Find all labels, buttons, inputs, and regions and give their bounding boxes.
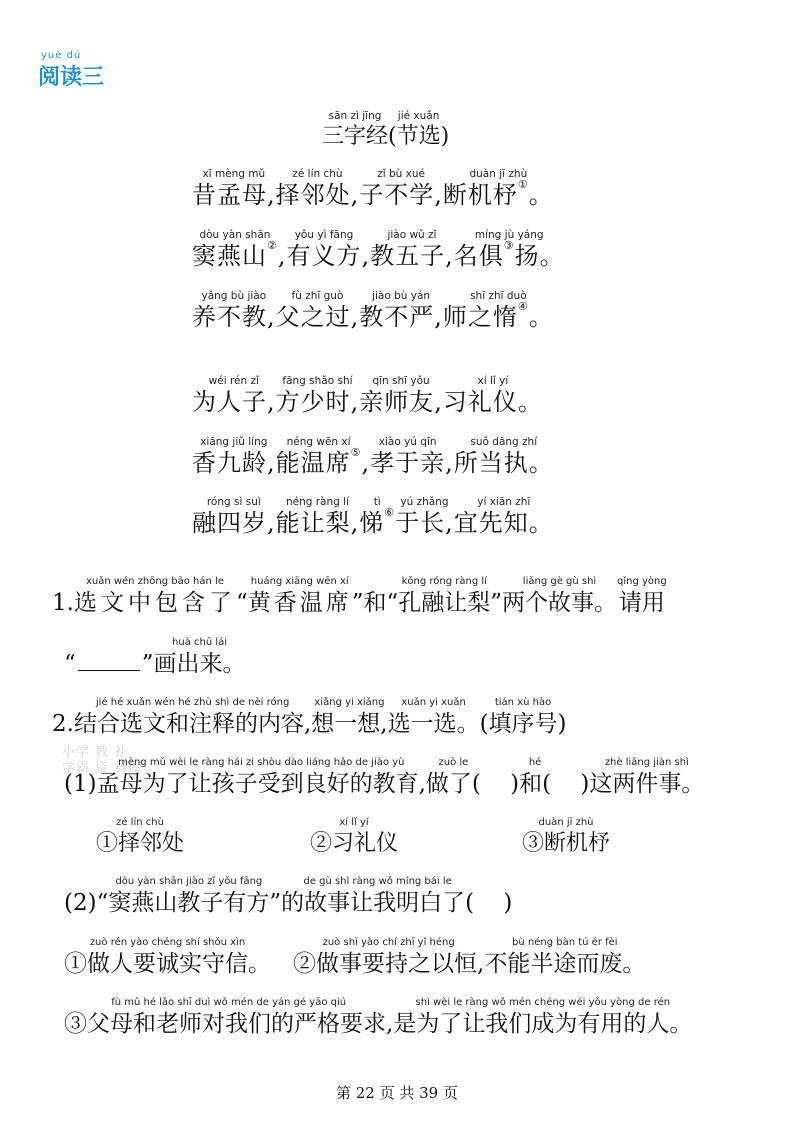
footnote-mark: ② xyxy=(267,239,278,252)
option-1 xyxy=(96,817,184,859)
pinyin: zé lín chù xyxy=(116,817,164,828)
ruby-segment xyxy=(388,697,480,739)
ruby-segment xyxy=(443,168,554,210)
hanzi-text: 请用 xyxy=(618,590,665,616)
poem-line xyxy=(192,375,543,417)
pinyin: sān zì jīng xyxy=(328,110,382,122)
hanzi-text: 教不严, xyxy=(359,303,443,331)
pinyin: mèng mǔ wèi le ràng hái zi shòu dào liáng hǎo de jiào yù xyxy=(118,757,405,768)
pinyin: duàn jī zhù xyxy=(469,168,528,180)
pinyin: zuò shì yào chí zhī yǐ héng xyxy=(322,937,455,948)
pinyin: róng sì suì xyxy=(206,496,261,508)
hanzi-text: 不能半途而废。 xyxy=(484,951,646,977)
pinyin: jié xuǎn xyxy=(397,110,440,122)
text: 窦燕山 xyxy=(192,242,267,270)
hanzi-text: ①择邻处 xyxy=(96,831,185,856)
pinyin: fù mǔ hé lǎo shī duì wǒ mén de yán gé yāo qiú xyxy=(111,997,347,1008)
pinyin: yǒu yì fāng xyxy=(294,229,354,241)
hanzi-text: 融四岁, xyxy=(192,509,276,537)
pinyin: wéi rén zǐ xyxy=(208,375,259,387)
ruby-segment xyxy=(192,436,276,478)
hanzi-text xyxy=(64,649,154,679)
ruby-segment xyxy=(97,757,426,799)
ruby-segment xyxy=(293,937,484,979)
question-1-line-2 xyxy=(64,637,246,679)
hanzi-text xyxy=(276,448,362,478)
hanzi-text xyxy=(192,241,278,271)
answer-paren[interactable] xyxy=(474,876,512,918)
ruby-segment xyxy=(74,697,311,739)
ruby-segment xyxy=(617,576,667,618)
pinyin: yí xiān zhī xyxy=(477,496,531,508)
hanzi-text: 择邻处, xyxy=(275,181,360,209)
footnote-mark: ④ xyxy=(517,300,529,313)
ruby-segment xyxy=(276,290,360,332)
page-number: 第 22 页 共 39 页 xyxy=(335,1084,458,1102)
question-2-2 xyxy=(64,876,512,918)
pinyin: xí lǐ yí xyxy=(477,375,509,387)
ruby-segment xyxy=(443,290,554,332)
hanzi-text: 选文中包含了 xyxy=(73,590,236,616)
hanzi-text: (填序号) xyxy=(479,711,567,737)
hanzi-text xyxy=(454,241,565,271)
hanzi-text: 黄香温席 xyxy=(247,590,352,616)
ruby-segment xyxy=(454,496,554,538)
ruby-segment xyxy=(426,757,481,799)
text: 悌 xyxy=(359,509,385,537)
hanzi-text: 1. xyxy=(52,590,74,616)
hanzi-text: (节选) xyxy=(388,124,450,149)
hanzi-text: 于长, xyxy=(395,509,454,537)
hanzi-text: ③断机杼 xyxy=(522,831,611,856)
ruby-segment xyxy=(502,576,617,618)
pinyin: duàn jī zhù xyxy=(538,817,594,828)
text: “ xyxy=(64,651,76,677)
hanzi-text: (2) xyxy=(64,890,97,916)
hanzi-text xyxy=(359,508,395,538)
hanzi-text: 教五子, xyxy=(370,242,454,270)
ruby-segment xyxy=(484,937,645,979)
hanzi-text: 是为了让我们成为有用的人。 xyxy=(393,1011,693,1037)
ruby-segment xyxy=(192,290,276,332)
hanzi-text: 和( xyxy=(519,771,552,797)
hanzi-text: 亲师友, xyxy=(359,388,443,416)
ruby-segment xyxy=(154,637,246,679)
hanzi-text: 做了( xyxy=(425,771,481,797)
ruby-segment xyxy=(310,817,398,859)
ruby-segment xyxy=(395,496,454,538)
ruby-segment xyxy=(192,229,278,271)
ruby-segment xyxy=(192,375,276,417)
hanzi-text: 父之过, xyxy=(275,303,360,331)
hanzi-text: 养不教, xyxy=(192,303,276,331)
hanzi-text: 香九龄, xyxy=(192,449,276,477)
ruby-segment xyxy=(454,229,565,271)
ruby-segment xyxy=(64,637,154,679)
pinyin: shī zhī duò xyxy=(470,290,527,302)
question-2-1 xyxy=(64,757,704,799)
answer-paren[interactable] xyxy=(481,757,519,799)
ruby-segment xyxy=(74,576,236,618)
pinyin: zǐ bù xué xyxy=(377,168,425,180)
hanzi-text: ,有义方, xyxy=(277,242,371,270)
ruby-segment xyxy=(370,229,454,271)
pinyin: yú zhǎng xyxy=(400,496,449,508)
footnote-mark: ① xyxy=(517,178,529,191)
ruby-segment xyxy=(490,576,502,618)
pinyin: suǒ dāng zhí xyxy=(470,436,538,448)
ruby-segment xyxy=(192,496,276,538)
pinyin: fāng shǎo shí xyxy=(282,375,353,387)
pinyin: huáng xiāng wēn xí xyxy=(250,576,349,587)
pinyin: xí lǐ yí xyxy=(339,817,369,828)
hanzi-text xyxy=(443,302,554,332)
hanzi-text: ③父母和老师对我们的严格要求, xyxy=(64,1011,394,1037)
text: 能温席 xyxy=(275,449,351,477)
pinyin: zuò rén yào chéng shí shǒu xìn xyxy=(89,937,246,948)
pinyin: xuǎn yi xuǎn xyxy=(401,697,466,708)
pinyin: dòu yàn shān xyxy=(199,229,271,241)
hanzi-text: “窦燕山教子有方” xyxy=(96,890,282,916)
ruby-segment xyxy=(52,576,74,618)
ruby-segment xyxy=(454,436,554,478)
pinyin: dòu yàn shān jiào zǐ yǒu fāng xyxy=(115,876,263,887)
answer-blank[interactable] xyxy=(78,656,140,671)
answer-paren[interactable] xyxy=(551,757,589,799)
ruby-segment xyxy=(96,817,184,859)
hanzi-text: ②习礼仪 xyxy=(310,831,399,856)
hanzi-text: 两个故事。 xyxy=(502,590,618,616)
question-2 xyxy=(52,697,567,739)
pinyin: néng ràng lí xyxy=(285,496,349,508)
pinyin: bù néng bàn tú ér fèi xyxy=(512,937,618,948)
pinyin: néng wēn xí xyxy=(286,436,351,448)
ruby-segment xyxy=(522,817,610,859)
ruby-segment xyxy=(352,576,399,618)
ruby-segment xyxy=(248,576,352,618)
poem-line xyxy=(192,436,554,478)
text: ” xyxy=(141,651,154,677)
pinyin: hé xyxy=(528,757,542,768)
hanzi-text: 习礼仪。 xyxy=(442,388,543,416)
pinyin: shì wèi le ràng wǒ mén chéng wéi yǒu yòng de rén xyxy=(415,997,671,1008)
pinyin: xiào yú qīn xyxy=(378,436,437,448)
ruby-segment xyxy=(278,229,370,271)
text: 名俱 xyxy=(453,242,504,270)
pinyin: xī mèng mǔ xyxy=(202,168,266,180)
section-header xyxy=(38,50,104,91)
pinyin: xiāng jiǔ líng xyxy=(200,436,268,448)
pinyin: de gù shì ràng wǒ míng bái le xyxy=(303,876,452,887)
ruby-segment xyxy=(480,697,567,739)
text: 。 xyxy=(528,303,554,331)
hanzi-text: 所当执。 xyxy=(453,449,554,477)
ruby-segment xyxy=(443,375,543,417)
ruby-segment xyxy=(276,496,360,538)
ruby-segment xyxy=(64,757,97,799)
pinyin: fù zhī guò xyxy=(291,290,344,302)
option-2 xyxy=(310,817,398,859)
pinyin: jiào wǔ zǐ xyxy=(387,229,437,241)
pinyin: tì xyxy=(373,496,381,508)
hanzi-text: 孔融让梨 xyxy=(398,590,491,616)
ruby-segment xyxy=(276,168,360,210)
ruby-segment xyxy=(322,110,388,152)
poem-line xyxy=(192,229,565,271)
hanzi-text: 选一选。 xyxy=(387,711,480,737)
ruby-segment xyxy=(64,997,393,1039)
text: 学霸 资 料库 xyxy=(62,761,143,776)
footnote-mark: ⑤ xyxy=(350,446,362,459)
pinyin: xiǎng yi xiǎng xyxy=(314,697,385,708)
hanzi-text: 结合选文和注释的内容, xyxy=(73,711,312,737)
ruby-segment xyxy=(359,168,443,210)
ruby-segment xyxy=(393,997,692,1039)
pinyin: zhè liǎng jiàn shì xyxy=(604,757,689,768)
poem-line xyxy=(192,496,554,538)
section-pinyin: yuè dú xyxy=(41,50,82,61)
pinyin: qīn shī yǒu xyxy=(372,375,430,387)
hanzi-text: ,孝于亲, xyxy=(361,449,454,477)
ruby-segment xyxy=(388,110,449,152)
footnote-mark: ③ xyxy=(503,239,515,252)
ruby-segment xyxy=(236,576,248,618)
pinyin: tián xù hào xyxy=(494,697,552,708)
hanzi-text: 孟母为了让孩子受到良好的教育, xyxy=(96,771,426,797)
pinyin: zé lín chù xyxy=(292,168,343,180)
hanzi-text: ②做事要持之以恒, xyxy=(293,951,485,977)
ruby-segment xyxy=(276,436,362,478)
option-3 xyxy=(522,817,610,859)
section-title: 阅读三 xyxy=(38,65,105,90)
hanzi-text: (1) xyxy=(64,771,97,797)
hanzi-text: ”和“ xyxy=(351,590,399,616)
pinyin: liǎng gè gù shì xyxy=(522,576,597,587)
ruby-segment xyxy=(311,697,387,739)
ruby-segment xyxy=(519,757,551,799)
ruby-segment xyxy=(64,937,271,979)
hanzi-text: 三字经 xyxy=(322,124,389,149)
text: 扬。 xyxy=(514,242,565,270)
question-2-2-options-a xyxy=(64,937,645,979)
ruby-segment xyxy=(398,576,490,618)
hanzi-text: 宜先知。 xyxy=(453,509,554,537)
hanzi-text: ) xyxy=(551,771,590,797)
hanzi-text: ” xyxy=(490,590,503,616)
hanzi-text: 2. xyxy=(52,711,74,737)
question-2-2-options-b xyxy=(64,997,692,1039)
poem-line xyxy=(192,168,554,210)
hanzi-text: 想一想, xyxy=(311,711,388,737)
ruby-segment xyxy=(276,375,360,417)
ruby-segment xyxy=(589,757,704,799)
ruby-segment xyxy=(52,697,74,739)
pinyin: zuò le xyxy=(438,757,469,768)
hanzi-text: “ xyxy=(235,590,248,616)
hanzi-text: 画出来。 xyxy=(153,651,246,677)
ruby-segment xyxy=(359,496,395,538)
text: 师之惰 xyxy=(442,303,518,331)
pinyin: xuǎn wén zhōng bāo hán le xyxy=(85,576,224,587)
question-1 xyxy=(52,576,667,618)
ruby-segment xyxy=(281,876,474,918)
hanzi-text: ①做人要诚实守信。 xyxy=(64,951,271,977)
hanzi-text: 的故事让我明白了( xyxy=(281,890,475,916)
ruby-segment xyxy=(192,168,276,210)
ruby-segment xyxy=(362,436,454,478)
hanzi-text: ) xyxy=(480,771,520,797)
hanzi-text: 能让梨, xyxy=(275,509,360,537)
pinyin: qǐng yòng xyxy=(617,576,667,587)
hanzi-text: ) xyxy=(474,890,513,916)
poem-title xyxy=(322,110,449,152)
hanzi-text: 这两件事。 xyxy=(589,771,705,797)
pinyin: kǒng róng ràng lí xyxy=(401,576,487,587)
footnote-mark: ⑥ xyxy=(384,506,396,519)
text: 小学 教 补 xyxy=(62,745,129,760)
poem-line xyxy=(192,290,554,332)
pinyin: míng jù yáng xyxy=(474,229,544,241)
ruby-segment xyxy=(359,290,443,332)
hanzi-text: 昔孟母, xyxy=(192,181,276,209)
text: 断机杼 xyxy=(442,181,518,209)
hanzi-text: 为人子, xyxy=(192,388,276,416)
ruby-segment xyxy=(359,375,443,417)
pinyin: jié hé xuǎn wén hé zhù shì de nèi róng xyxy=(95,697,290,708)
ruby-segment xyxy=(97,876,282,918)
pinyin: yǎng bù jiào xyxy=(201,290,267,302)
pinyin: huà chū lái xyxy=(172,637,228,648)
hanzi-text xyxy=(443,180,554,210)
ruby-segment xyxy=(64,876,97,918)
hanzi-text: 子不学, xyxy=(359,181,443,209)
pinyin: jiào bù yán xyxy=(372,290,431,302)
text: 。 xyxy=(528,181,554,209)
hanzi-text: 方少时, xyxy=(275,388,360,416)
